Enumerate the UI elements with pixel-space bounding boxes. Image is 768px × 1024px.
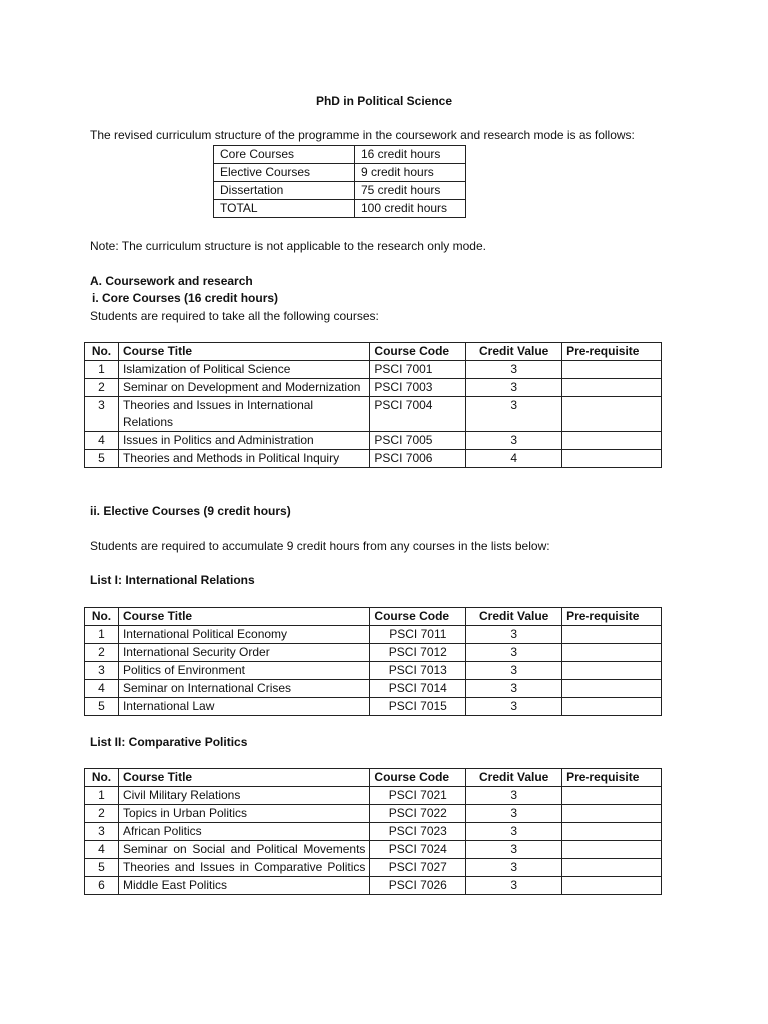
cell-no: 5 [85, 450, 119, 468]
header-course-title: Course Title [118, 769, 369, 787]
summary-item: Dissertation [214, 182, 355, 200]
cell-course-title: Theories and Issues in Comparative Politics [118, 859, 369, 877]
cell-credit-value: 3 [466, 698, 562, 716]
cell-credit-value: 3 [466, 626, 562, 644]
cell-course-title: African Politics [118, 823, 369, 841]
cell-no: 5 [85, 698, 119, 716]
cell-no: 1 [85, 626, 119, 644]
summary-row [214, 146, 466, 164]
intro-text: The revised curriculum structure of the programme in the coursework and research mode is as follows: [90, 128, 635, 142]
cell-credit-value: 3 [466, 644, 562, 662]
note-text: Note: The curriculum structure is not applicable to the research only mode. [90, 239, 486, 253]
summary-hours: 9 credit hours [355, 164, 466, 182]
cell-prerequisite [562, 450, 662, 468]
cell-course-title: Seminar on International Crises [118, 680, 369, 698]
cell-no: 3 [85, 397, 119, 432]
cell-no: 2 [85, 379, 119, 397]
summary-row [214, 182, 466, 200]
cell-course-title: Theories and Issues in International Relations [118, 397, 369, 432]
table-row [85, 379, 662, 397]
cell-course-title: Issues in Politics and Administration [118, 432, 369, 450]
cell-course-title: Civil Military Relations [118, 787, 369, 805]
cell-course-code: PSCI 7015 [370, 698, 466, 716]
cell-prerequisite [562, 379, 662, 397]
cell-credit-value: 3 [466, 680, 562, 698]
cell-prerequisite [562, 662, 662, 680]
summary-item: TOTAL [214, 200, 355, 218]
header-course-code: Course Code [370, 343, 466, 361]
table-row [85, 680, 662, 698]
cell-course-code: PSCI 7011 [370, 626, 466, 644]
cell-credit-value: 3 [466, 823, 562, 841]
cell-course-code: PSCI 7014 [370, 680, 466, 698]
cell-course-code: PSCI 7004 [370, 397, 466, 432]
cell-course-code: PSCI 7006 [370, 450, 466, 468]
cell-course-title: Islamization of Political Science [118, 361, 369, 379]
table-header-row [85, 608, 662, 626]
cell-prerequisite [562, 680, 662, 698]
table-row [85, 859, 662, 877]
cell-prerequisite [562, 805, 662, 823]
header-course-title: Course Title [118, 343, 369, 361]
cell-prerequisite [562, 877, 662, 895]
cell-course-code: PSCI 7026 [370, 877, 466, 895]
core-courses-heading: i. Core Courses (16 credit hours) [92, 291, 279, 305]
cell-no: 6 [85, 877, 119, 895]
summary-row [214, 164, 466, 182]
cell-course-title: International Political Economy [118, 626, 369, 644]
header-course-code: Course Code [370, 769, 466, 787]
header-no: No. [85, 608, 119, 626]
summary-item: Core Courses [214, 146, 355, 164]
elective-courses-intro: Students are required to accumulate 9 credit hours from any courses in the lists below: [90, 539, 550, 553]
cell-no: 4 [85, 680, 119, 698]
cell-no: 3 [85, 823, 119, 841]
cell-course-title: Politics of Environment [118, 662, 369, 680]
cell-no: 4 [85, 841, 119, 859]
cell-prerequisite [562, 432, 662, 450]
cell-credit-value: 3 [466, 662, 562, 680]
cell-prerequisite [562, 841, 662, 859]
header-no: No. [85, 769, 119, 787]
table-row [85, 841, 662, 859]
core-courses-intro: Students are required to take all the following courses: [90, 309, 379, 323]
cell-credit-value: 3 [466, 859, 562, 877]
table-row [85, 626, 662, 644]
cell-credit-value: 3 [466, 787, 562, 805]
summary-hours: 16 credit hours [355, 146, 466, 164]
cell-credit-value: 3 [466, 805, 562, 823]
cell-no: 2 [85, 644, 119, 662]
cell-course-code: PSCI 7012 [370, 644, 466, 662]
header-credit-value: Credit Value [466, 769, 562, 787]
cell-prerequisite [562, 361, 662, 379]
header-prerequisite: Pre-requisite [562, 608, 662, 626]
section-a-heading: A. Coursework and research [90, 274, 253, 288]
list2-heading: List II: Comparative Politics [90, 735, 248, 749]
cell-credit-value: 4 [466, 450, 562, 468]
cell-course-code: PSCI 7001 [370, 361, 466, 379]
header-credit-value: Credit Value [466, 343, 562, 361]
cell-prerequisite [562, 626, 662, 644]
cell-no: 1 [85, 361, 119, 379]
table-row [85, 805, 662, 823]
cell-course-title: International Security Order [118, 644, 369, 662]
cell-prerequisite [562, 859, 662, 877]
table-row [85, 644, 662, 662]
cell-prerequisite [562, 823, 662, 841]
table-header-row [85, 769, 662, 787]
header-no: No. [85, 343, 119, 361]
cell-credit-value: 3 [466, 397, 562, 432]
header-credit-value: Credit Value [466, 608, 562, 626]
table-row [85, 450, 662, 468]
cell-credit-value: 3 [466, 432, 562, 450]
table-row [85, 787, 662, 805]
cell-course-code: PSCI 7005 [370, 432, 466, 450]
summary-item: Elective Courses [214, 164, 355, 182]
cell-course-title: International Law [118, 698, 369, 716]
cell-prerequisite [562, 787, 662, 805]
list1-table [84, 607, 662, 716]
table-row [85, 698, 662, 716]
table-row [85, 662, 662, 680]
cell-course-title: Middle East Politics [118, 877, 369, 895]
summary-hours: 75 credit hours [355, 182, 466, 200]
cell-prerequisite [562, 644, 662, 662]
cell-credit-value: 3 [466, 361, 562, 379]
cell-no: 2 [85, 805, 119, 823]
header-prerequisite: Pre-requisite [562, 769, 662, 787]
cell-no: 4 [85, 432, 119, 450]
summary-row [214, 200, 466, 218]
table-row [85, 823, 662, 841]
list1-heading: List I: International Relations [90, 573, 255, 587]
cell-course-code: PSCI 7027 [370, 859, 466, 877]
cell-course-code: PSCI 7023 [370, 823, 466, 841]
cell-no: 1 [85, 787, 119, 805]
cell-prerequisite [562, 397, 662, 432]
table-row [85, 432, 662, 450]
cell-prerequisite [562, 698, 662, 716]
curriculum-summary-table [213, 145, 466, 218]
cell-course-code: PSCI 7022 [370, 805, 466, 823]
elective-courses-heading: ii. Elective Courses (9 credit hours) [90, 504, 291, 518]
cell-course-code: PSCI 7021 [370, 787, 466, 805]
cell-course-title: Theories and Methods in Political Inquiry [118, 450, 369, 468]
cell-course-code: PSCI 7024 [370, 841, 466, 859]
cell-credit-value: 3 [466, 841, 562, 859]
cell-course-title: Topics in Urban Politics [118, 805, 369, 823]
table-row [85, 877, 662, 895]
list2-table [84, 768, 662, 895]
header-course-code: Course Code [370, 608, 466, 626]
cell-course-title: Seminar on Development and Modernization [118, 379, 369, 397]
cell-no: 5 [85, 859, 119, 877]
cell-credit-value: 3 [466, 877, 562, 895]
table-header-row [85, 343, 662, 361]
header-prerequisite: Pre-requisite [562, 343, 662, 361]
page-title: PhD in Political Science [315, 94, 453, 108]
cell-course-code: PSCI 7013 [370, 662, 466, 680]
table-row [85, 361, 662, 379]
cell-course-title: Seminar on Social and Political Movements [118, 841, 369, 859]
cell-credit-value: 3 [466, 379, 562, 397]
table-row [85, 397, 662, 432]
cell-no: 3 [85, 662, 119, 680]
header-course-title: Course Title [118, 608, 369, 626]
core-courses-table [84, 342, 662, 468]
cell-course-code: PSCI 7003 [370, 379, 466, 397]
summary-hours: 100 credit hours [355, 200, 466, 218]
